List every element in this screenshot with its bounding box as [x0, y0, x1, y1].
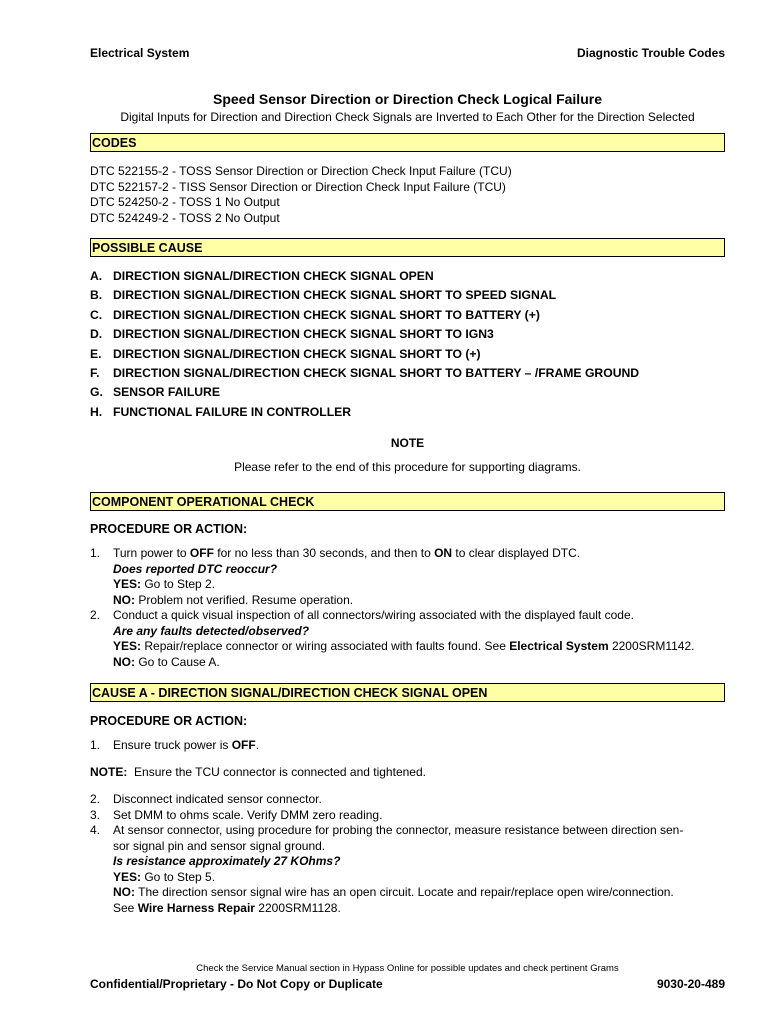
step-line — [90, 738, 259, 754]
reference-bold: Wire Harness Repair — [137, 900, 255, 915]
cause-text: DIRECTION SIGNAL/DIRECTION CHECK SIGNAL SHORT TO IGN3 — [113, 327, 494, 342]
step-text-bold: OFF — [189, 546, 214, 560]
cause-text: DIRECTION SIGNAL/DIRECTION CHECK SIGNAL SHORT TO SPEED SIGNAL — [113, 288, 557, 303]
step-line — [90, 808, 683, 824]
step-text: Conduct a quick visual inspection of all connectors/wiring associated with the displayed fault code. — [113, 608, 634, 622]
cause-text: SENSOR FAILURE — [113, 385, 220, 400]
cause-a-note — [90, 765, 426, 781]
no-label: NO: — [113, 654, 135, 669]
cause-text: DIRECTION SIGNAL/DIRECTION CHECK SIGNAL OPEN — [113, 269, 434, 283]
document-page — [90, 0, 725, 1024]
cause-letter: A. — [90, 269, 103, 283]
cause-a-step-1 — [90, 738, 259, 754]
note-text: Please refer to the end of this procedure for supporting diagrams. — [234, 460, 581, 474]
cause-a-heading: CAUSE A - DIRECTION SIGNAL/DIRECTION CHECK SIGNAL OPEN — [90, 683, 725, 702]
step-number: 4. — [90, 823, 101, 837]
cause-item — [90, 306, 639, 325]
cause-a-steps — [90, 792, 683, 916]
page-subtitle: Digital Inputs for Direction and Direction Check Signals are Inverted to Each Other for the Direction Selected — [120, 110, 695, 124]
step-number: 1. — [90, 738, 101, 752]
step-text: Set DMM to ohms scale. Verify DMM zero reading. — [113, 807, 383, 822]
possible-cause-heading: POSSIBLE CAUSE — [90, 238, 725, 257]
cause-letter: H. — [90, 404, 103, 419]
note-label: NOTE: — [90, 765, 128, 779]
step-number: 1. — [90, 546, 101, 560]
procedure-label: PROCEDURE OR ACTION: — [90, 522, 248, 536]
cause-letter: C. — [90, 307, 103, 322]
yes-text: Repair/replace connector or wiring associated with faults found. See — [141, 639, 510, 653]
step-text-bold: ON — [434, 546, 453, 560]
code-item: DTC 524249-2 - TOSS 2 No Output — [90, 210, 280, 225]
yes-text: Go to Step 5. — [141, 869, 216, 884]
step-yes — [90, 639, 694, 655]
yes-label: YES: — [113, 639, 142, 653]
cause-item — [90, 345, 639, 364]
step-line — [90, 608, 694, 624]
cause-text: FUNCTIONAL FAILURE IN CONTROLLER — [113, 404, 352, 419]
footer-note: Check the Service Manual section in Hypass Online for possible updates and check pertinent Grams — [196, 963, 619, 974]
step-number: 3. — [90, 807, 101, 822]
step-text: for no less than 30 seconds, and then to — [213, 546, 435, 560]
code-item: DTC 524250-2 - TOSS 1 No Output — [90, 195, 280, 209]
possible-cause-list — [90, 267, 639, 422]
step-number: 2. — [90, 608, 101, 622]
yes-label: YES: — [113, 577, 142, 591]
footer-page-number: 9030-20-489 — [656, 977, 725, 991]
reference-bold: Electrical System — [509, 639, 609, 653]
note-title: NOTE — [390, 436, 425, 450]
page-title: Speed Sensor Direction or Direction Check Logical Failure — [213, 91, 602, 107]
cause-letter: E. — [90, 346, 102, 361]
cause-item — [90, 364, 639, 383]
code-item: DTC 522157-2 - TISS Sensor Direction or Direction Check Input Failure (TCU) — [90, 179, 506, 194]
step-no — [90, 655, 694, 671]
header-section-title: Electrical System — [90, 46, 190, 60]
step-text-continued: sor signal pin and sensor signal ground. — [113, 838, 326, 853]
cause-text: DIRECTION SIGNAL/DIRECTION CHECK SIGNAL SHORT TO BATTERY (+) — [113, 307, 540, 322]
step-yes — [90, 870, 683, 886]
step-text: At sensor connector, using procedure for probing the connector, measure resistance between direction sen- — [113, 823, 684, 837]
cause-letter: D. — [90, 327, 103, 342]
reference-text: 2200SRM1142. — [608, 639, 695, 653]
cause-letter: B. — [90, 288, 103, 303]
reference-text: 2200SRM1128. — [254, 900, 341, 915]
no-label: NO: — [113, 885, 135, 899]
component-check-heading: COMPONENT OPERATIONAL CHECK — [90, 492, 725, 511]
no-text: The direction sensor signal wire has an open circuit. Locate and repair/replace open wire/connection. — [135, 885, 674, 899]
step-question: Are any faults detected/observed? — [113, 623, 310, 638]
codes-list — [90, 164, 512, 226]
code-item: DTC 522155-2 - TOSS Sensor Direction or Direction Check Input Failure (TCU) — [90, 164, 512, 178]
cause-item — [90, 325, 639, 344]
step-number: 2. — [90, 792, 101, 806]
step-text: Ensure truck power is — [113, 738, 232, 752]
no-label: NO: — [113, 592, 135, 607]
step-yes — [90, 577, 694, 593]
cause-item — [90, 403, 639, 422]
step-text: Disconnect indicated sensor connector. — [113, 792, 322, 806]
no-text: Problem not verified. Resume operation. — [135, 592, 354, 607]
cause-item — [90, 383, 639, 402]
step-line — [90, 546, 694, 562]
step-question: Does reported DTC reoccur? — [113, 561, 278, 576]
step-see-reference — [90, 901, 683, 917]
component-check-steps — [90, 546, 694, 670]
yes-text: Go to Step 2. — [141, 577, 216, 591]
cause-text: DIRECTION SIGNAL/DIRECTION CHECK SIGNAL SHORT TO (+) — [113, 346, 481, 361]
cause-text: DIRECTION SIGNAL/DIRECTION CHECK SIGNAL SHORT TO BATTERY – /FRAME GROUND — [113, 365, 640, 380]
procedure-label: PROCEDURE OR ACTION: — [90, 714, 248, 728]
header-chapter-title: Diagnostic Trouble Codes — [576, 46, 725, 60]
step-text: . — [255, 738, 260, 752]
footer-confidential: Confidential/Proprietary - Do Not Copy or Duplicate — [90, 977, 383, 991]
cause-item — [90, 267, 639, 286]
step-text: to clear displayed DTC. — [452, 546, 581, 560]
cause-letter: F. — [90, 365, 100, 380]
cause-item — [90, 286, 639, 305]
no-text: Go to Cause A. — [135, 654, 220, 669]
cause-letter: G. — [90, 385, 103, 400]
step-no — [90, 593, 694, 609]
note-body: Ensure the TCU connector is connected and tightened. — [127, 765, 426, 779]
step-line — [90, 823, 683, 839]
step-text: Turn power to — [113, 546, 190, 560]
step-question: Is resistance approximately 27 KOhms? — [113, 854, 341, 868]
yes-label: YES: — [113, 869, 142, 884]
see-text: See — [113, 900, 138, 915]
codes-heading: CODES — [90, 133, 725, 152]
note-line — [90, 765, 426, 781]
step-text-bold: OFF — [231, 738, 256, 752]
step-line — [90, 792, 683, 808]
step-no — [90, 885, 683, 901]
